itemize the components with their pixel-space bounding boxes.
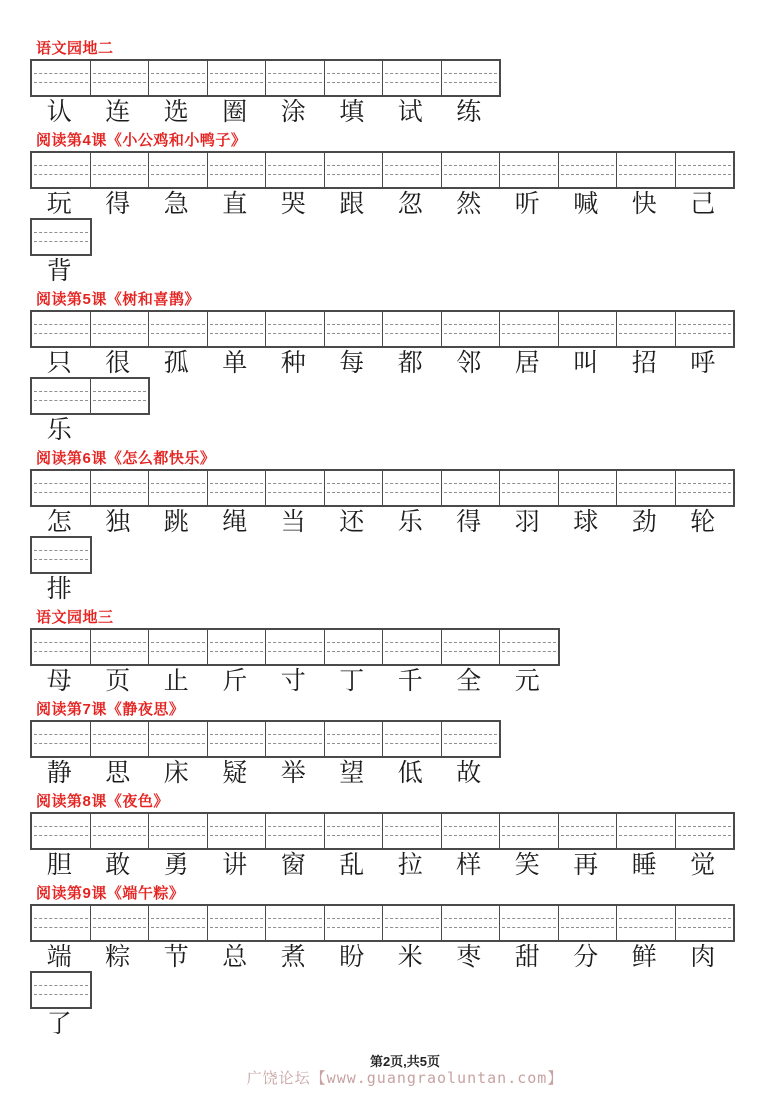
practice-box: [675, 153, 734, 187]
character: 哭: [280, 191, 306, 218]
character: 单: [222, 350, 248, 377]
practice-box: [675, 814, 734, 848]
practice-box: [499, 906, 558, 940]
page-footer: [30, 1054, 780, 1087]
practice-box: [207, 61, 266, 95]
practice-box-row: [30, 536, 92, 574]
character: 窗: [280, 852, 306, 879]
character: 丁: [339, 668, 365, 695]
practice-box: [32, 312, 90, 346]
character: 很: [105, 350, 131, 377]
character-row: [30, 417, 780, 444]
character: 得: [105, 191, 131, 218]
practice-box: [382, 61, 441, 95]
character: 选: [163, 99, 189, 126]
practice-box-row: [30, 720, 501, 758]
character: 望: [339, 760, 365, 787]
character: 床: [163, 760, 189, 787]
practice-box: [324, 153, 383, 187]
practice-box: [382, 630, 441, 664]
character-row: [30, 852, 780, 879]
practice-box: [265, 722, 324, 756]
character: 招: [631, 350, 657, 377]
practice-box: [558, 906, 617, 940]
character: 节: [163, 944, 189, 971]
practice-box: [265, 61, 324, 95]
character: 邻: [456, 350, 482, 377]
practice-box: [616, 906, 675, 940]
character: 母: [46, 668, 72, 695]
character: 己: [690, 191, 716, 218]
character: 怎: [46, 509, 72, 536]
character: 全: [456, 668, 482, 695]
character: 然: [456, 191, 482, 218]
section-title: 阅读第6课《怎么都快乐》: [36, 450, 216, 467]
practice-box: [207, 153, 266, 187]
character: 独: [105, 509, 131, 536]
practice-box: [265, 471, 324, 505]
practice-box: [675, 471, 734, 505]
character: 练: [456, 99, 482, 126]
character: 枣: [456, 944, 482, 971]
character-row: [30, 99, 780, 126]
practice-box: [207, 906, 266, 940]
practice-box: [499, 312, 558, 346]
practice-box: [441, 722, 500, 756]
practice-box: [616, 471, 675, 505]
practice-box: [265, 814, 324, 848]
character-row: [30, 668, 780, 695]
character: 睡: [631, 852, 657, 879]
character: 乐: [46, 417, 72, 444]
character: 总: [222, 944, 248, 971]
practice-box: [324, 722, 383, 756]
practice-box: [32, 220, 90, 254]
character: 止: [163, 668, 189, 695]
character: 勇: [163, 852, 189, 879]
practice-box: [441, 906, 500, 940]
character: 填: [339, 99, 365, 126]
practice-box: [32, 61, 90, 95]
practice-box: [499, 630, 558, 664]
character: 再: [573, 852, 599, 879]
section: [30, 40, 780, 126]
character-row: [30, 576, 780, 603]
practice-box: [324, 471, 383, 505]
practice-box: [207, 312, 266, 346]
practice-box: [90, 61, 149, 95]
practice-box: [675, 906, 734, 940]
practice-box: [558, 153, 617, 187]
practice-box: [616, 312, 675, 346]
section-title: 阅读第8课《夜色》: [36, 793, 169, 810]
practice-box: [148, 722, 207, 756]
character-row: [30, 191, 780, 218]
character: 盼: [339, 944, 365, 971]
character-row: [30, 258, 780, 285]
practice-box-row: [30, 59, 501, 97]
character: 肉: [690, 944, 716, 971]
character: 乱: [339, 852, 365, 879]
character: 样: [456, 852, 482, 879]
section-title: 阅读第7课《静夜思》: [36, 701, 185, 718]
practice-box: [265, 906, 324, 940]
practice-box: [441, 630, 500, 664]
character: 胆: [46, 852, 72, 879]
character: 跳: [163, 509, 189, 536]
character: [89, 417, 148, 444]
practice-box: [90, 471, 149, 505]
practice-box: [616, 153, 675, 187]
character: 孤: [163, 350, 189, 377]
character-row: [30, 350, 780, 377]
character: 还: [339, 509, 365, 536]
practice-box: [265, 630, 324, 664]
practice-box: [90, 630, 149, 664]
character: 只: [46, 350, 72, 377]
practice-box: [32, 814, 90, 848]
section: [30, 885, 780, 1038]
character: 笑: [514, 852, 540, 879]
character: 叫: [573, 350, 599, 377]
section-title: 语文园地三: [36, 609, 114, 626]
practice-box: [90, 312, 149, 346]
practice-box: [148, 471, 207, 505]
character: 都: [397, 350, 423, 377]
practice-box: [207, 814, 266, 848]
practice-box: [90, 153, 149, 187]
practice-box: [207, 722, 266, 756]
practice-box-row: [30, 904, 735, 942]
character: 直: [222, 191, 248, 218]
practice-box: [324, 630, 383, 664]
section-title: 语文园地二: [36, 40, 114, 57]
practice-box: [441, 153, 500, 187]
character: 球: [573, 509, 599, 536]
practice-box: [207, 630, 266, 664]
character: 敢: [105, 852, 131, 879]
practice-box: [558, 814, 617, 848]
character: 低: [397, 760, 423, 787]
practice-box: [265, 153, 324, 187]
page-indicator: 第2页,共5页: [369, 1054, 441, 1069]
section: [30, 609, 780, 695]
practice-box: [382, 312, 441, 346]
character: 听: [514, 191, 540, 218]
practice-box: [148, 61, 207, 95]
practice-box: [499, 814, 558, 848]
character: 得: [456, 509, 482, 536]
section: [30, 132, 780, 285]
character: 轮: [690, 509, 716, 536]
character: 米: [397, 944, 423, 971]
watermark-text: 广饶论坛【www.guangraoluntan.com】: [246, 1069, 564, 1087]
character: 斤: [222, 668, 248, 695]
character: 疑: [222, 760, 248, 787]
practice-box: [32, 538, 90, 572]
character: 背: [46, 258, 72, 285]
character: 乐: [397, 509, 423, 536]
character: 故: [456, 760, 482, 787]
practice-box: [32, 722, 90, 756]
character: 快: [631, 191, 657, 218]
character: 试: [397, 99, 423, 126]
practice-box-row: [30, 151, 735, 189]
practice-box: [148, 814, 207, 848]
character-row: [30, 1011, 780, 1038]
character: 排: [46, 576, 72, 603]
practice-box-row: [30, 218, 92, 256]
character-row: [30, 944, 780, 971]
character: 每: [339, 350, 365, 377]
section: [30, 450, 780, 603]
practice-box: [675, 312, 734, 346]
practice-box: [32, 153, 90, 187]
practice-box: [90, 814, 149, 848]
character: 绳: [222, 509, 248, 536]
practice-box: [558, 471, 617, 505]
character: 分: [573, 944, 599, 971]
practice-box: [148, 312, 207, 346]
practice-box: [90, 379, 149, 413]
practice-box: [148, 153, 207, 187]
practice-box: [558, 312, 617, 346]
character: 玩: [46, 191, 72, 218]
character: 端: [46, 944, 72, 971]
practice-box: [32, 630, 90, 664]
character: 跟: [339, 191, 365, 218]
practice-box: [382, 906, 441, 940]
character: 页: [105, 668, 131, 695]
practice-box: [441, 312, 500, 346]
section-title: 阅读第4课《小公鸡和小鸭子》: [36, 132, 247, 149]
practice-box: [324, 61, 383, 95]
practice-box-row: [30, 310, 735, 348]
character: 种: [280, 350, 306, 377]
character: 呼: [690, 350, 716, 377]
character: 思: [105, 760, 131, 787]
character: 煮: [280, 944, 306, 971]
section: [30, 291, 780, 444]
practice-box: [324, 906, 383, 940]
practice-box-row: [30, 628, 560, 666]
practice-box: [616, 814, 675, 848]
character: 拉: [397, 852, 423, 879]
practice-box: [382, 153, 441, 187]
practice-box: [265, 312, 324, 346]
practice-box: [148, 630, 207, 664]
character: 喊: [573, 191, 599, 218]
practice-box: [382, 722, 441, 756]
practice-box: [32, 906, 90, 940]
character: 圈: [222, 99, 248, 126]
character: 举: [280, 760, 306, 787]
practice-box: [382, 471, 441, 505]
section-title: 阅读第9课《端午粽》: [36, 885, 185, 902]
practice-box: [207, 471, 266, 505]
practice-box-row: [30, 971, 92, 1009]
character: 忽: [397, 191, 423, 218]
character: 静: [46, 760, 72, 787]
character-row: [30, 509, 780, 536]
practice-box-row: [30, 469, 735, 507]
character: 当: [280, 509, 306, 536]
practice-box: [90, 722, 149, 756]
practice-box: [148, 906, 207, 940]
character: 羽: [514, 509, 540, 536]
character: 涂: [280, 99, 306, 126]
character: 鲜: [631, 944, 657, 971]
practice-box: [32, 471, 90, 505]
character: 了: [46, 1011, 72, 1038]
practice-box: [324, 312, 383, 346]
character: 元: [514, 668, 540, 695]
practice-box: [499, 471, 558, 505]
character: 千: [397, 668, 423, 695]
practice-box-row: [30, 377, 150, 415]
practice-box: [90, 906, 149, 940]
character: 甜: [514, 944, 540, 971]
section: [30, 793, 780, 879]
character: 寸: [280, 668, 306, 695]
practice-box: [499, 153, 558, 187]
section-title: 阅读第5课《树和喜鹊》: [36, 291, 200, 308]
character: 认: [46, 99, 72, 126]
character-row: [30, 760, 780, 787]
character: 觉: [690, 852, 716, 879]
character: 居: [514, 350, 540, 377]
section: [30, 701, 780, 787]
practice-box: [441, 814, 500, 848]
practice-box: [441, 471, 500, 505]
practice-box: [32, 973, 90, 1007]
character: 急: [163, 191, 189, 218]
practice-box: [324, 814, 383, 848]
practice-box: [441, 61, 500, 95]
practice-box-row: [30, 812, 735, 850]
character: 讲: [222, 852, 248, 879]
character: 连: [105, 99, 131, 126]
practice-box: [32, 379, 90, 413]
practice-box: [382, 814, 441, 848]
character: 劲: [631, 509, 657, 536]
sections-container: [30, 40, 780, 1038]
character: 粽: [105, 944, 131, 971]
